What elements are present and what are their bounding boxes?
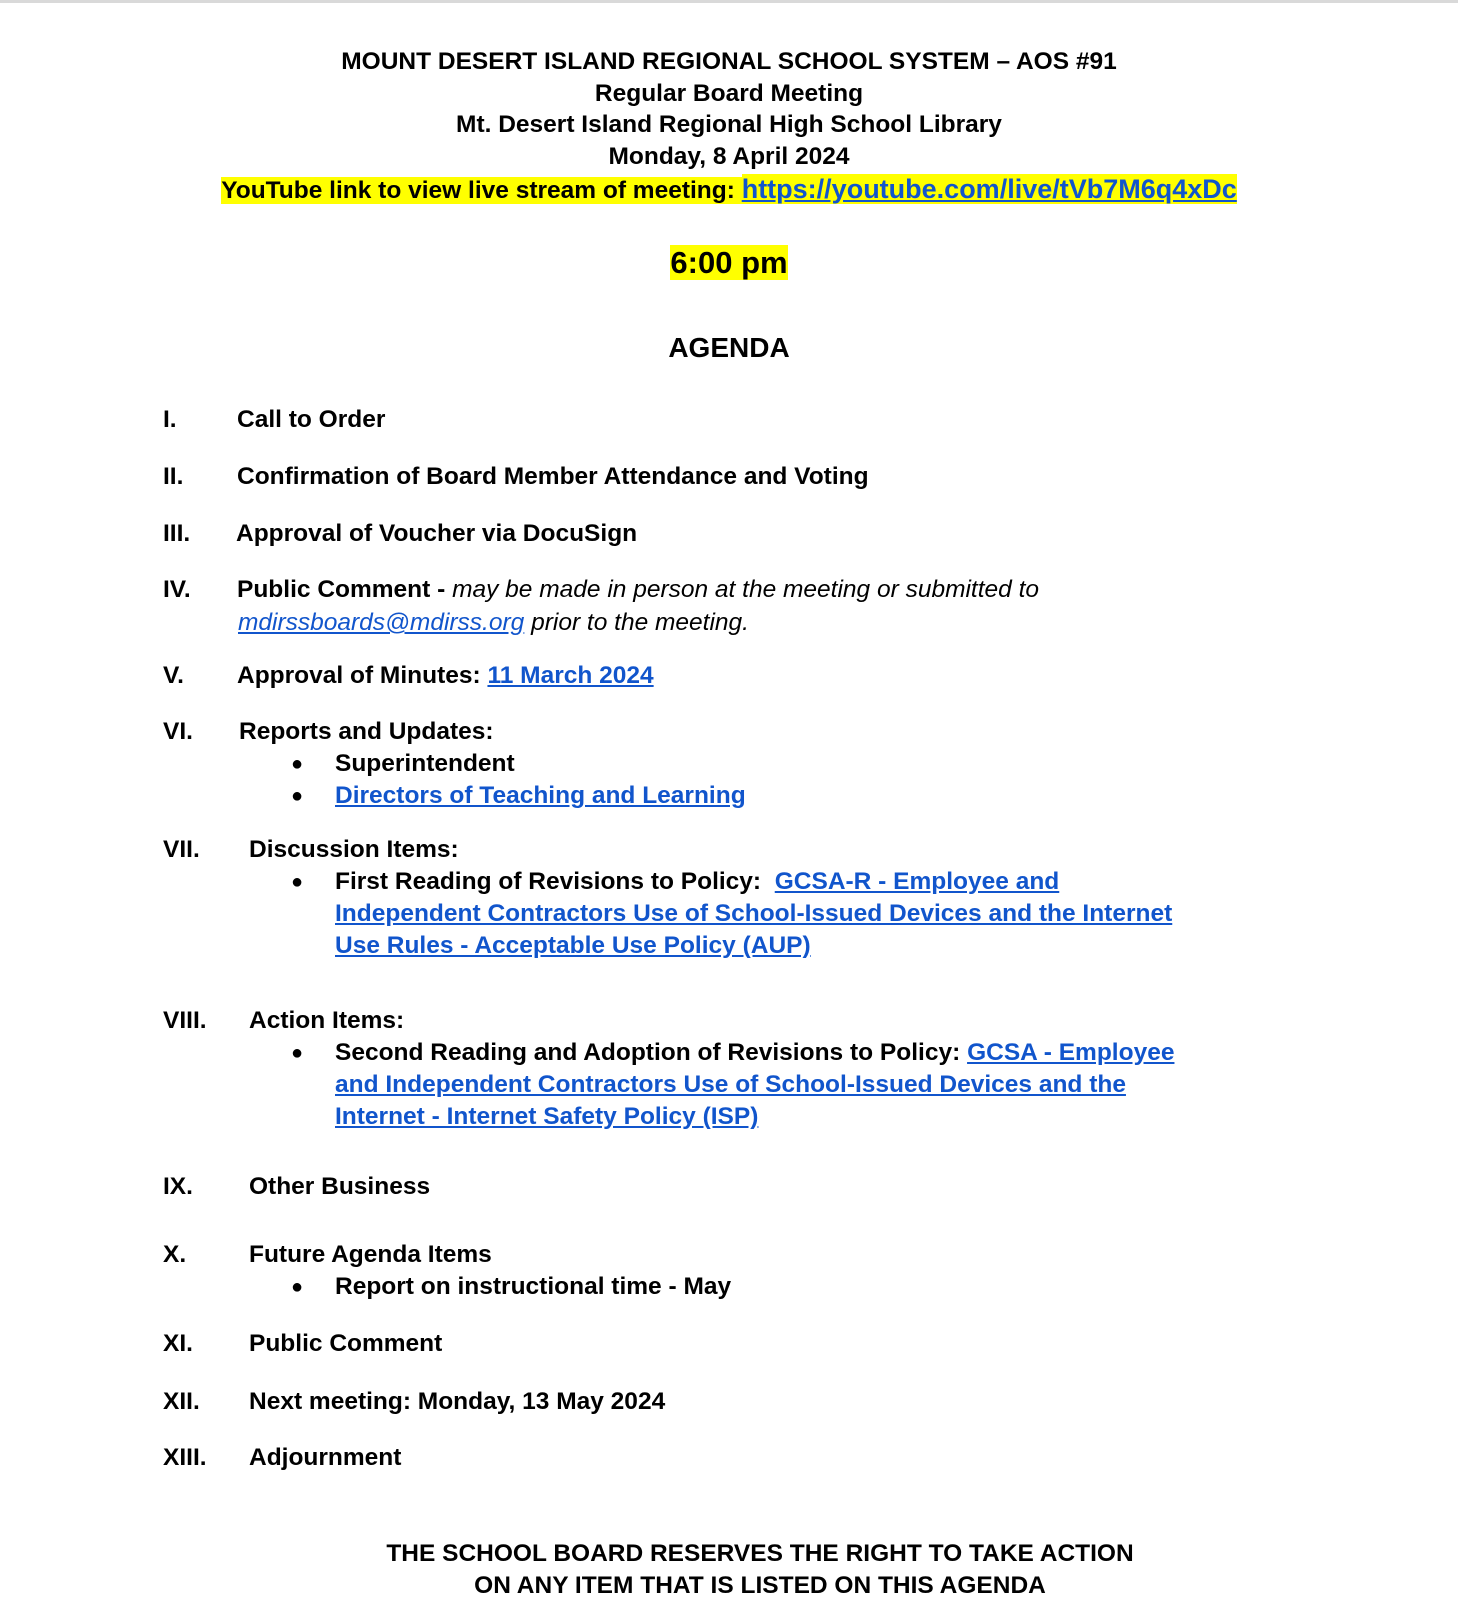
sub-second-reading-line3 <box>335 1101 758 1133</box>
sub-first-reading-line3 <box>335 930 811 962</box>
item-number: III. <box>163 520 191 547</box>
sub-directors <box>335 780 746 812</box>
sub-second-reading <box>335 1037 1174 1069</box>
item-action: Action Items: <box>249 1007 405 1034</box>
item-number: VI. <box>163 718 193 745</box>
item-call-to-order: Call to Order <box>237 406 386 433</box>
stream-label: YouTube link to view live stream of meeting: <box>221 177 735 204</box>
bullet: ● <box>291 1042 304 1064</box>
gcsa-link-line2[interactable]: and Independent Contractors Use of School-Issued Devices and the <box>335 1071 1126 1098</box>
sub-first-reading <box>335 866 1059 898</box>
gcsa-link-line3[interactable]: Internet - Internet Safety Policy (ISP) <box>335 1103 759 1130</box>
item-number: X. <box>163 1241 187 1268</box>
sub-superintendent: Superintendent <box>335 750 515 777</box>
header-date: Monday, 8 April 2024 <box>608 143 850 170</box>
item-other-business: Other Business <box>249 1173 431 1200</box>
sub-second-reading-line2 <box>335 1069 1126 1101</box>
item-number: XI. <box>163 1330 193 1357</box>
item-future-agenda: Future Agenda Items <box>249 1241 492 1268</box>
item-number: IX. <box>163 1173 193 1200</box>
item-attendance: Confirmation of Board Member Attendance and Voting <box>237 463 869 490</box>
item-public-comment-2: Public Comment <box>249 1330 443 1357</box>
item-minutes <box>237 660 654 692</box>
item-reports: Reports and Updates: <box>239 718 494 745</box>
item-number: VIII. <box>163 1007 207 1034</box>
bullet: ● <box>291 1276 304 1298</box>
item-voucher: Approval of Voucher via DocuSign <box>236 520 638 547</box>
item-number: XII. <box>163 1388 200 1415</box>
agenda-title: AGENDA <box>668 332 790 363</box>
item-number: XIII. <box>163 1444 207 1471</box>
meeting-time-text: 6:00 pm <box>670 245 788 280</box>
bullet: ● <box>291 785 304 807</box>
footer-line2: ON ANY ITEM THAT IS LISTED ON THIS AGENDA <box>474 1572 1046 1599</box>
header-org-name: MOUNT DESERT ISLAND REGIONAL SCHOOL SYSTEM – AOS #91 <box>341 48 1117 75</box>
item-minutes-title: Approval of Minutes: <box>237 662 481 689</box>
item-next-meeting: Next meeting: Monday, 13 May 2024 <box>249 1388 666 1415</box>
bullet: ● <box>291 871 304 893</box>
gcsa-r-link-line3[interactable]: Use Rules - Acceptable Use Policy (AUP) <box>335 932 811 959</box>
item-number: I. <box>163 406 177 433</box>
item-public-comment-line2 <box>238 607 749 639</box>
footer-line1: THE SCHOOL BOARD RESERVES THE RIGHT TO TAKE ACTION <box>386 1540 1134 1567</box>
header-location: Mt. Desert Island Regional High School Library <box>456 111 1002 138</box>
item-public-comment-title: Public Comment - <box>237 576 446 603</box>
minutes-link[interactable]: 11 March 2024 <box>487 662 654 689</box>
item-number: V. <box>163 662 184 689</box>
directors-link[interactable]: Directors of Teaching and Learning <box>335 782 746 809</box>
gcsa-r-link-line2[interactable]: Independent Contractors Use of School-Issued Devices and the Internet <box>335 900 1173 927</box>
email-link[interactable]: mdirssboards@mdirss.org <box>238 609 525 636</box>
item-public-comment-note: may be made in person at the meeting or submitted to <box>452 576 1040 603</box>
meeting-time <box>0 242 1458 284</box>
gcsa-link-line1[interactable]: GCSA - Employee <box>967 1039 1175 1066</box>
sub-instructional-time: Report on instructional time - May <box>335 1273 732 1300</box>
item-public-comment-note2: prior to the meeting. <box>531 609 749 636</box>
sub-first-reading-line2 <box>335 898 1172 930</box>
item-public-comment <box>237 574 1039 606</box>
item-discussion: Discussion Items: <box>249 836 459 863</box>
header-meeting-type: Regular Board Meeting <box>594 80 864 107</box>
gcsa-r-link-line1[interactable]: GCSA-R - Employee and <box>774 868 1060 895</box>
second-reading-text: Second Reading and Adoption of Revisions to Policy: <box>335 1039 961 1066</box>
item-adjournment: Adjournment <box>249 1444 402 1471</box>
item-number: VII. <box>163 836 200 863</box>
first-reading-text: First Reading of Revisions to Policy: <box>335 868 762 895</box>
stream-link[interactable]: https://youtube.com/live/tVb7M6q4xDc <box>741 174 1237 204</box>
item-number: IV. <box>163 576 191 603</box>
item-number: II. <box>163 463 184 490</box>
bullet: ● <box>291 753 304 775</box>
stream-line <box>0 173 1458 207</box>
